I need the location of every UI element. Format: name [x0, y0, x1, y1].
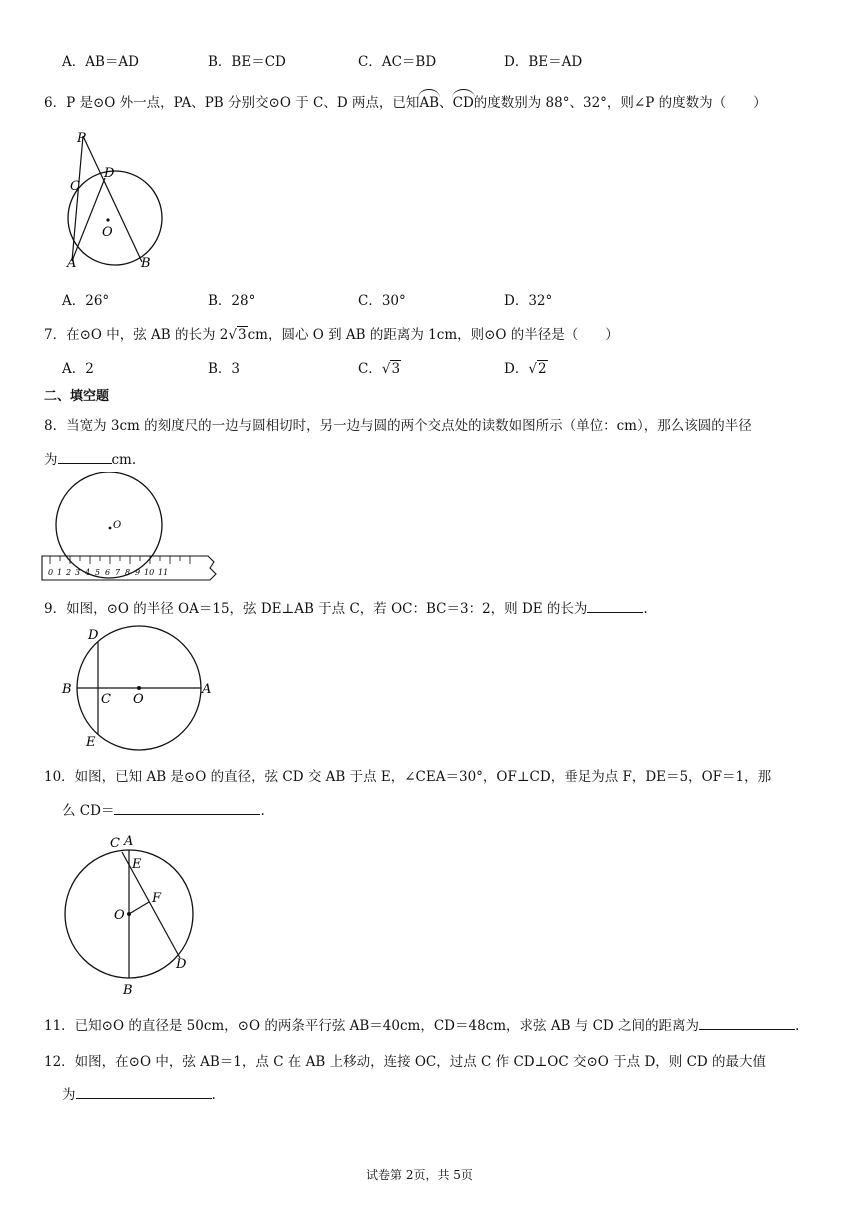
q10-figure: [58, 830, 218, 1000]
q11-answer-blank[interactable]: [699, 1017, 795, 1030]
q7-option-d: D．√2: [504, 361, 547, 377]
q5-option-c: C．AC＝BD: [358, 54, 437, 70]
label-c: C: [110, 836, 120, 851]
q5-option-d: D．BE＝AD: [504, 54, 583, 70]
arc-ab: AB: [419, 95, 440, 111]
label-b: B: [141, 256, 151, 271]
label-a: A: [202, 682, 212, 697]
q9-question: 9．如图，⊙O 的半径 OA＝15，弦 DE⊥AB 于点 C，若 OC：BC＝3：2，则 DE 的长为 .: [44, 601, 648, 617]
label-p: P: [77, 131, 86, 146]
q7-question: 7．在⊙O 中，弦 AB 的长为 2√3cm，圆心 O 到 AB 的距离为 1cm，则⊙O 的半径是（ ）: [44, 327, 619, 343]
tick-label: 6: [105, 568, 111, 577]
label-o: O: [114, 908, 125, 923]
label-a: A: [124, 834, 134, 849]
q12-question-line1: 12．如图，在⊙O 中，弦 AB＝1，点 C 在 AB 上移动，连接 OC，过点 C 作 CD⊥OC 交⊙O 于点 D，则 CD 的最大值: [44, 1054, 767, 1070]
tick-label: 1: [57, 568, 63, 577]
q6-question: 6．P 是⊙O 外一点，PA、PB 分别交⊙O 于 C、D 两点，已知AB、CD的度数别为 88°、32°，则∠P 的度数为（ ）: [44, 95, 767, 111]
label-c: C: [70, 179, 80, 194]
q10-question-line1: 10．如图，已知 AB 是⊙O 的直径，弦 CD 交 AB 于点 E，∠CEA＝30°，OF⊥CD，垂足为点 F，DE＝5，OF＝1，那: [44, 769, 772, 785]
tick-label: 7: [115, 568, 121, 577]
label-f: F: [152, 891, 162, 906]
q8-question-line1: 8．当宽为 3cm 的刻度尺的一边与圆相切时，另一边与圆的两个交点处的读数如图所示（单位：cm），那么该圆的半径: [44, 418, 752, 434]
q9-figure: [58, 622, 218, 752]
q7-option-b: B．3: [208, 361, 241, 377]
tick-label: 2: [66, 568, 72, 577]
label-o: O: [102, 225, 113, 240]
label-a: A: [67, 256, 77, 271]
q11-question: 11．已知⊙O 的直径是 50cm，⊙O 的两条平行弦 AB＝40cm，CD＝48cm，求弦 AB 与 CD 之间的距离为 .: [44, 1018, 800, 1034]
q5-option-a: A．AB＝AD: [62, 54, 139, 70]
label-d: D: [176, 957, 187, 972]
q6-option-d: D．32°: [504, 293, 553, 309]
q12-answer-blank[interactable]: [76, 1086, 212, 1099]
q5-option-b: B．BE＝CD: [208, 54, 286, 70]
q6-figure: [55, 128, 175, 273]
arc-cd: CD: [452, 95, 474, 111]
label-d: D: [104, 166, 115, 181]
tick-label: 3: [75, 568, 81, 577]
q6-option-b: B．28°: [208, 293, 256, 309]
label-d: D: [88, 628, 99, 643]
tick-label: 5: [95, 568, 101, 577]
sqrt-3: √3: [228, 327, 247, 343]
q8-figure: [38, 472, 218, 584]
label-b: B: [62, 682, 72, 697]
tick-label: 9: [135, 568, 141, 577]
label-b: B: [123, 983, 133, 998]
tick-label: 8: [125, 568, 131, 577]
q8-question-line2: 为 cm.: [44, 452, 137, 468]
tick-label: 4: [85, 568, 91, 577]
q12-question-line2: 为 .: [62, 1087, 216, 1103]
tick-label: 10: [144, 568, 155, 577]
q9-answer-blank[interactable]: [587, 600, 643, 613]
q10-question-line2: 么 CD＝ .: [62, 803, 265, 819]
label-o: O: [133, 692, 144, 707]
tick-label: 0: [48, 568, 54, 577]
page-footer: 试卷第 2页，共 5页: [366, 1168, 473, 1182]
q6-option-c: C．30°: [358, 293, 406, 309]
section-title: 二、填空题: [44, 389, 110, 404]
q7-option-c: C．√3: [358, 361, 401, 377]
q7-option-a: A．2: [62, 361, 94, 377]
tick-label: 11: [158, 568, 169, 577]
q10-answer-blank[interactable]: [114, 802, 260, 815]
q6-option-a: A．26°: [62, 293, 110, 309]
label-o: O: [113, 520, 122, 531]
label-e: E: [132, 857, 142, 872]
q8-answer-blank[interactable]: [58, 451, 112, 464]
label-e: E: [86, 735, 96, 750]
label-c: C: [101, 692, 111, 707]
